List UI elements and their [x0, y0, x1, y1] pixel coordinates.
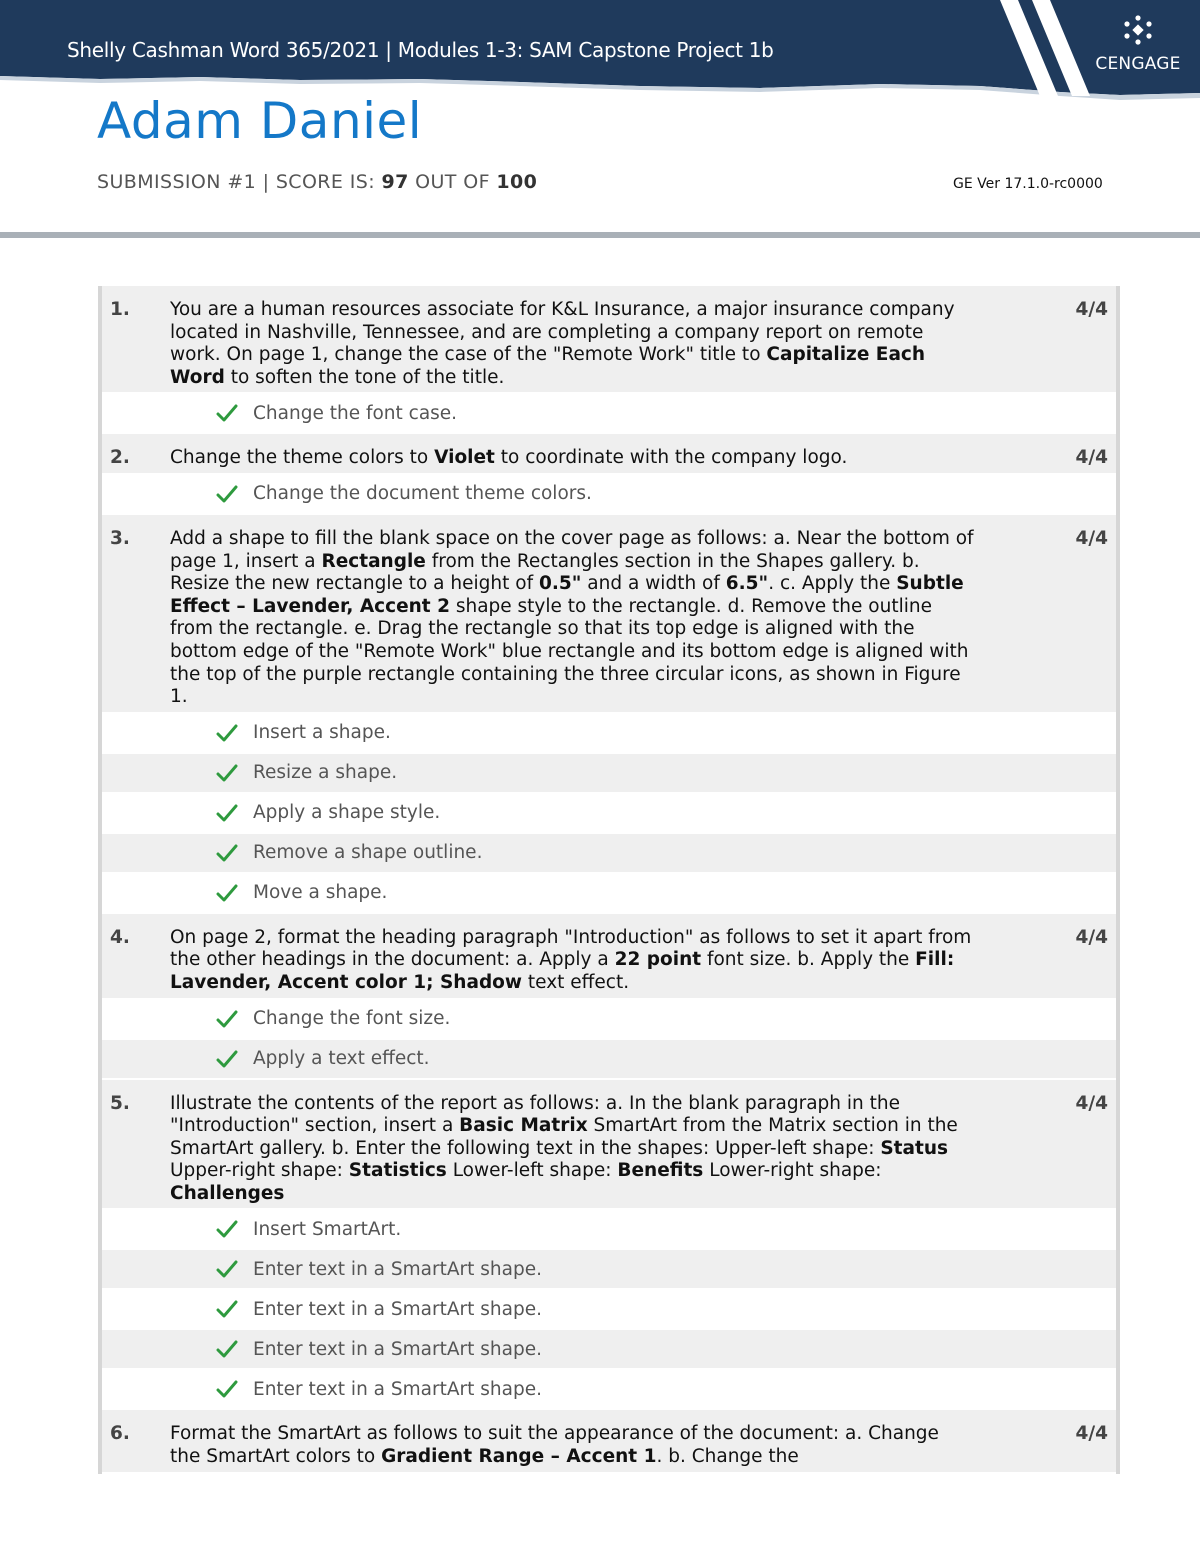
- task-instruction-text: . c. Apply the: [768, 573, 897, 595]
- task-table: [98, 286, 1120, 1474]
- check-label: Insert a shape.: [253, 722, 391, 744]
- task-number: 4.: [110, 926, 130, 948]
- task-score: 4/4: [1075, 447, 1108, 469]
- check-row: [102, 1040, 1116, 1080]
- task-instruction-bold: 0.5": [538, 573, 582, 595]
- course-title: Shelly Cashman Word 365/2021 | Modules 1-3: SAM Capstone Project 1b: [67, 38, 774, 62]
- checkmark-icon: [216, 723, 238, 743]
- checkmark-icon: [216, 803, 238, 823]
- task-instruction-text: Change the theme colors to: [170, 447, 435, 469]
- task-instruction-bold: Violet: [434, 447, 495, 469]
- task-instruction-text: SmartArt from the Matrix section in the SmartArt gallery. b. Enter the following text in the shapes: Upper-left shape:: [170, 1115, 958, 1159]
- task-instruction: [170, 528, 975, 709]
- task-instruction-text: text effect.: [522, 971, 630, 993]
- check-label: Move a shape.: [253, 882, 388, 904]
- check-label: Enter text in a SmartArt shape.: [253, 1298, 542, 1320]
- task-instruction-text: shape style to the rectangle. d. Remove the outline from the rectangle. e. Drag the rectangle so that its top edge is aligned with the bottom edge of the "Remote Work" blue rectangle and its bottom edge is aligned with the top of the purple rectangle containing the three circular icons, as shown in Figure 1.: [170, 595, 969, 708]
- task-instruction-bold: 6.5": [725, 573, 769, 595]
- checkmark-icon: [216, 883, 238, 903]
- score-value: 97: [381, 171, 409, 193]
- task-instruction-bold: 22 point: [614, 949, 702, 971]
- checkmark-icon: [216, 484, 238, 504]
- check-row: [102, 874, 1116, 914]
- task-instruction-text: Lower-right shape:: [703, 1160, 882, 1182]
- header-divider: [0, 232, 1200, 238]
- task-instruction-text: Add a shape to fill the blank space on the cover page as follows: a. Near the bottom of page 1, insert a: [170, 527, 974, 572]
- check-label: Change the font size.: [253, 1008, 451, 1029]
- task-instruction-text: to coordinate with the company logo.: [494, 447, 848, 469]
- task-number: 1.: [110, 299, 130, 320]
- task-instruction: [170, 299, 975, 389]
- submission-label: SUBMISSION #1 | SCORE IS:: [97, 171, 382, 193]
- checkmark-icon: [216, 1379, 238, 1399]
- task-instruction-text: . b. Change the: [656, 1446, 799, 1468]
- checkmark-icon: [216, 763, 238, 783]
- check-row: [102, 394, 1116, 434]
- task-instruction-text: Lower-left shape:: [446, 1160, 618, 1182]
- check-row: [102, 1330, 1116, 1370]
- task-row: [102, 1410, 1116, 1473]
- task-instruction-bold: Fill: Lavender, Accent color 1; Shadow: [170, 949, 955, 993]
- task-instruction-text: Upper-right shape:: [170, 1160, 349, 1182]
- task-instruction-text: font size. b. Apply the: [701, 949, 916, 971]
- task-row: [102, 1080, 1116, 1211]
- check-row: [102, 1250, 1116, 1290]
- task-instruction-text: and a width of: [581, 573, 726, 595]
- task-score: 4/4: [1075, 299, 1108, 320]
- task-row: [102, 434, 1116, 475]
- task-instruction-bold: Subtle Effect – Lavender, Accent 2: [170, 573, 964, 617]
- checkmark-icon: [216, 1299, 238, 1319]
- check-row: [102, 1290, 1116, 1330]
- task-instruction-text: from the Rectangles section in the Shapes gallery. b. Resize the new rectangle to a height of: [170, 550, 920, 595]
- check-label: Resize a shape.: [253, 762, 398, 784]
- check-label: Insert SmartArt.: [253, 1218, 402, 1240]
- task-row: [102, 515, 1116, 714]
- task-instruction-bold: Statistics: [348, 1160, 447, 1182]
- check-label: Enter text in a SmartArt shape.: [253, 1258, 542, 1280]
- task-instruction: [170, 927, 975, 995]
- checkmark-icon: [216, 1339, 238, 1359]
- task-number: 2.: [110, 447, 130, 469]
- task-instruction-bold: Capitalize Each Word: [170, 344, 926, 388]
- task-number: 6.: [110, 1423, 130, 1445]
- check-row: [102, 1210, 1116, 1250]
- check-label: Apply a shape style.: [253, 802, 441, 824]
- check-label: Enter text in a SmartArt shape.: [253, 1378, 542, 1400]
- task-row: [102, 286, 1116, 394]
- checkmark-icon: [216, 1009, 238, 1029]
- task-number: 5.: [110, 1092, 130, 1114]
- check-row: [102, 1370, 1116, 1410]
- task-instruction-bold: Status: [880, 1137, 949, 1159]
- out-of-label: OUT OF: [408, 171, 497, 193]
- header-banner: [0, 0, 1200, 100]
- task-score: 4/4: [1075, 1092, 1108, 1114]
- check-label: Apply a text effect.: [253, 1048, 430, 1069]
- check-row: [102, 1000, 1116, 1040]
- task-row: [102, 914, 1116, 1000]
- task-number: 3.: [110, 527, 130, 549]
- score-summary: [97, 171, 537, 193]
- check-row: [102, 834, 1116, 874]
- cengage-logo-icon: [1122, 14, 1154, 48]
- task-instruction: [170, 1423, 975, 1468]
- task-score: 4/4: [1075, 926, 1108, 948]
- task-instruction-bold: Rectangle: [321, 550, 426, 572]
- max-score-value: 100: [496, 171, 538, 193]
- check-label: Change the font case.: [253, 402, 458, 424]
- checkmark-icon: [216, 1219, 238, 1239]
- brand-name: CENGAGE: [1095, 54, 1181, 74]
- task-instruction-bold: Gradient Range – Accent 1: [381, 1446, 657, 1468]
- task-score: 4/4: [1075, 1423, 1108, 1445]
- task-instruction-text: On page 2, format the heading paragraph "Introduction" as follows to set it apart from the other headings in the document: a. Apply a: [170, 926, 972, 971]
- check-label: Remove a shape outline.: [253, 842, 483, 864]
- checkmark-icon: [216, 843, 238, 863]
- task-instruction: [170, 447, 975, 470]
- cengage-logo: [1092, 14, 1184, 80]
- task-score: 4/4: [1075, 527, 1108, 549]
- task-instruction-text: You are a human resources associate for K&L Insurance, a major insurance company located in Nashville, Tennessee, and are completing a company report on remote work. On page 1, change the case of the "Remote Work" title to: [170, 299, 955, 366]
- task-instruction-text: to soften the tone of the title.: [224, 366, 505, 388]
- task-instruction-text: Illustrate the contents of the report as follows: a. In the blank paragraph in the "Introduction" section, insert a: [170, 1092, 901, 1137]
- version-label: GE Ver 17.1.0-rc0000: [953, 176, 1103, 192]
- task-instruction-bold: Benefits: [617, 1160, 704, 1182]
- check-row: [102, 714, 1116, 754]
- checkmark-icon: [216, 403, 238, 423]
- checkmark-icon: [216, 1259, 238, 1279]
- task-instruction-bold: Challenges: [170, 1182, 285, 1204]
- check-label: Enter text in a SmartArt shape.: [253, 1338, 542, 1360]
- task-instruction-text: Format the SmartArt as follows to suit the appearance of the document: a. Change the SmartArt colors to: [170, 1423, 939, 1468]
- check-row: [102, 794, 1116, 834]
- check-label: Change the document theme colors.: [253, 483, 592, 505]
- task-instruction-bold: Basic Matrix: [459, 1115, 588, 1137]
- task-instruction: [170, 1093, 975, 1206]
- student-name: Adam Daniel: [97, 92, 423, 150]
- check-row: [102, 475, 1116, 515]
- checkmark-icon: [216, 1049, 238, 1069]
- check-row: [102, 754, 1116, 794]
